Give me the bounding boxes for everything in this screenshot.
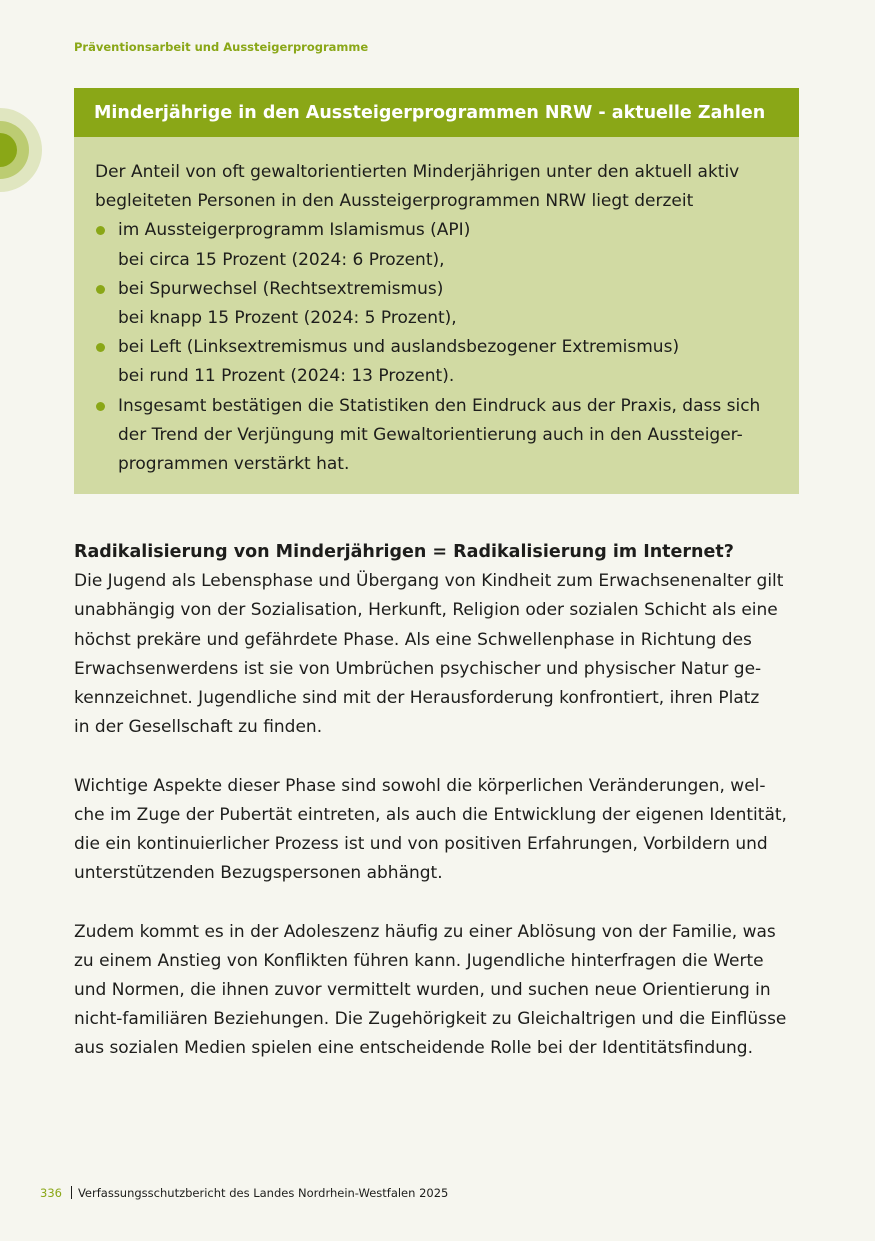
text-line: nicht-familiären Beziehungen. Die Zugehörigkeit zu Gleichaltrigen und die Einflüsse [74,1009,787,1030]
text-line: und Normen, die ihnen zuvor vermittelt wurden, und suchen neue Orientierung in [74,980,771,1001]
text-line: bei knapp 15 Prozent (2024: 5 Prozent), [118,308,457,329]
page-number: 336 [40,1186,62,1200]
text-line: der Trend der Verjüngung mit Gewaltorientierung auch in den Aussteiger- [118,424,743,445]
text-line: Insgesamt bestätigen die Statistiken den Eindruck aus der Praxis, dass sich [118,395,761,416]
text-line: unabhängig von der Sozialisation, Herkunft, Religion oder sozialen Schicht als eine [74,600,778,621]
text-line: Der Anteil von oft gewaltorientierten Minderjährigen unter den aktuell aktiv [95,162,740,182]
list-item [95,333,779,391]
bullet-dot-icon [96,343,105,352]
statistics-list [95,216,779,479]
paragraph [74,918,804,1064]
running-head: Präventionsarbeit und Aussteigerprogramme [74,40,369,54]
text-line: aus sozialen Medien spielen eine entscheidende Rolle bei der Identitätsfindung. [74,1038,753,1059]
text-line: che im Zuge der Pubertät eintreten, als auch die Entwicklung der eigenen Identität, [74,804,787,825]
bullet-dot-icon [96,285,105,294]
text-line: höchst prekäre und gefährdete Phase. Als eine Schwellenphase in Richtung des [74,629,752,650]
section-heading: Radikalisierung von Minderjährigen = Radikalisierung im Internet? [74,542,734,562]
footer-divider [71,1186,72,1199]
text-line: kennzeichnet. Jugendliche sind mit der Herausforderung konfrontiert, ihren Platz [74,688,760,709]
list-item [95,216,779,274]
info-box-body [74,137,799,494]
body-section [74,538,804,1093]
text-line: in der Gesellschaft zu finden. [74,717,323,738]
text-line: bei circa 15 Prozent (2024: 6 Prozent), [118,249,445,270]
text-line: im Aussteigerprogramm Islamismus (API) [118,220,471,241]
text-line: unterstützenden Bezugspersonen abhängt. [74,863,443,884]
text-line: programmen verstärkt hat. [118,454,350,475]
text-line: Erwachsenwerdens ist sie von Umbrüchen psychischer und physischer Natur ge- [74,658,762,679]
info-box-title: Minderjährige in den Aussteigerprogrammen NRW - aktuelle Zahlen [74,88,799,137]
text-line: die ein kontinuierlicher Prozess ist und von positiven Erfahrungen, Vorbildern und [74,834,768,855]
list-item [95,275,779,333]
text-line: Zudem kommt es in der Adoleszenz häufig zu einer Ablösung von der Familie, was [74,921,776,942]
publication-title: Verfassungsschutzbericht des Landes Nordrhein-Westfalen 2025 [77,1186,449,1200]
text-line: bei Left (Linksextremismus und auslandsbezogener Extremismus) [118,337,680,358]
bullet-dot-icon [96,226,105,235]
text-line: Wichtige Aspekte dieser Phase sind sowohl die körperlichen Veränderungen, wel- [74,775,766,796]
decorative-circle-icon [0,106,44,194]
page-footer [40,1186,448,1200]
text-line: zu einem Anstieg von Konflikten führen kann. Jugendliche hinterfragen die Werte [74,950,764,971]
info-box-intro [95,158,779,216]
text-line: Die Jugend als Lebensphase und Übergang von Kindheit zum Erwachsenenalter gilt [74,571,784,592]
text-line: bei rund 11 Prozent (2024: 13 Prozent). [118,366,455,387]
bullet-dot-icon [96,402,105,411]
paragraph [74,567,804,742]
paragraph [74,772,804,889]
list-item [95,392,779,480]
text-line: bei Spurwechsel (Rechtsextremismus) [118,278,444,299]
text-line: begleiteten Personen in den Aussteigerprogrammen NRW liegt derzeit [95,191,694,212]
info-box [74,88,799,494]
